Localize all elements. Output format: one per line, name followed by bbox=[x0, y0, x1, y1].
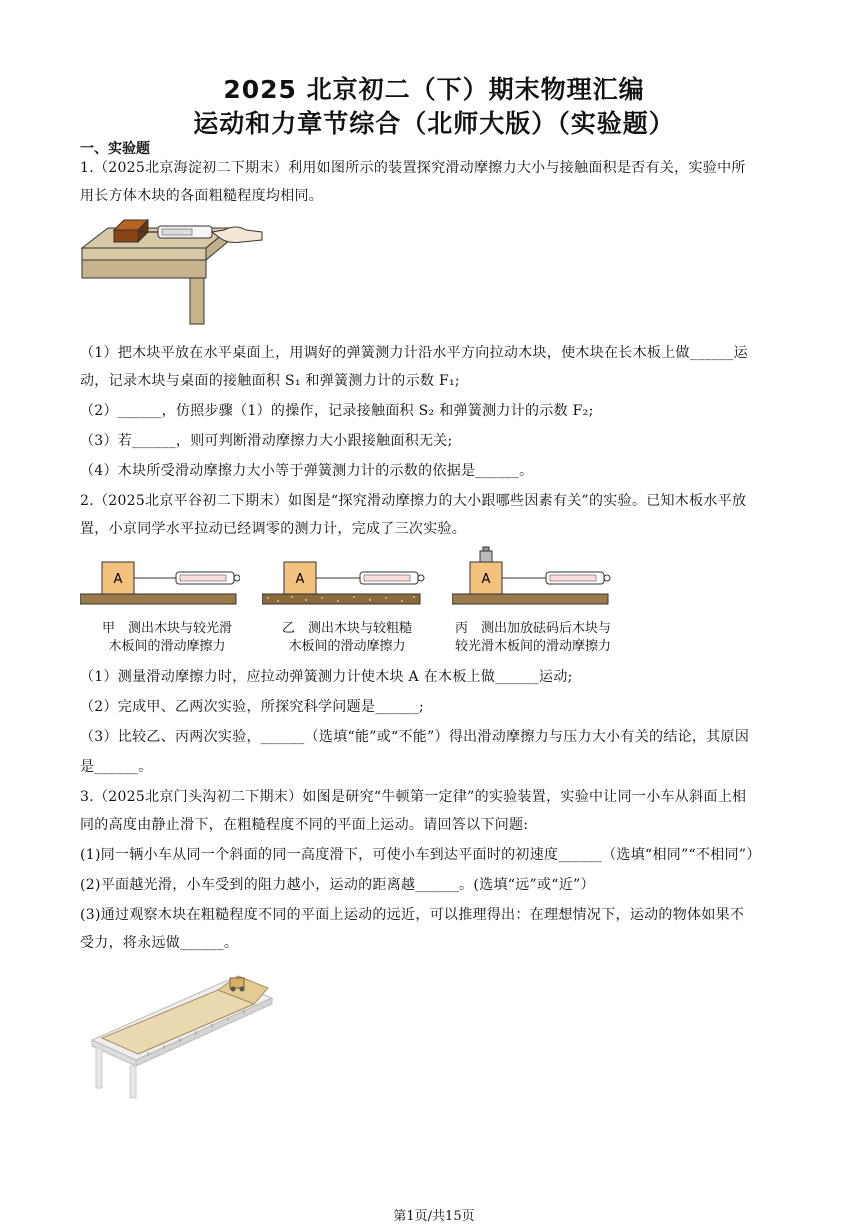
q1-part3: （3）若______，则可判断滑动摩擦力大小跟接触面积无关; bbox=[80, 433, 453, 449]
q2-part1: （1）测量滑动摩擦力时，应拉动弹簧测力计使木块 A 在木板上做______运动; bbox=[80, 669, 573, 685]
page-footer: 第1页/共15页 bbox=[393, 1209, 475, 1224]
q2-figure-c bbox=[452, 542, 612, 606]
q1-stem-line2: 用长方体木块的各面粗糙程度均相同。 bbox=[80, 188, 324, 204]
q1-stem-line1: 1.（2025北京海淀初二下期末）利用如图所示的装置探究滑动摩擦力大小与接触面积是否有关，实验中所 bbox=[80, 160, 746, 176]
block-a-label: A bbox=[481, 572, 491, 587]
q3-stem-line1: 3.（2025北京门头沟初二下期末）如图是研究“牛顿第一定律”的实验装置，实验中让同一小车从斜面上相 bbox=[80, 789, 747, 805]
q1-figure-table-block-spring-scale bbox=[78, 210, 268, 330]
q2-part3-line2: 是______。 bbox=[80, 759, 153, 775]
block-a-label: A bbox=[295, 572, 305, 587]
q2-part3-line1: （3）比较乙、丙两次实验，______（选填“能”或“不能”）得出滑动摩擦力与压力大小有关的结论，其原因 bbox=[80, 729, 750, 745]
q2-stem-line1: 2.（2025北京平谷初二下期末）如图是“探究滑动摩擦力的大小跟哪些因素有关”的实验。已知木板水平放 bbox=[80, 493, 747, 509]
q1-part1-line2: 动，记录木块与桌面的接触面积 S₁ 和弹簧测力计的示数 F₁; bbox=[80, 373, 460, 389]
q3-part3-line2: 受力，将永远做______。 bbox=[80, 935, 239, 951]
q2-figure-a bbox=[80, 558, 240, 606]
q1-part1-line1: （1）把木块平放在水平桌面上，用调好的弹簧测力计沿水平方向拉动木块，使木块在长木板上做______运 bbox=[80, 345, 748, 361]
q2-caption-b: 乙 测出木块与较粗糙 木板间的滑动摩擦力 bbox=[281, 621, 412, 654]
q3-figure-incline-track bbox=[78, 968, 278, 1104]
block-a-label: A bbox=[113, 572, 123, 587]
q3-part3-line1: (3)通过观察木块在粗糙程度不同的平面上运动的远近，可以推理得出：在理想情况下，运动的物体如果不 bbox=[80, 907, 745, 923]
q2-caption-c: 丙 测出加放砝码后木块与 较光滑木板间的滑动摩擦力 bbox=[454, 621, 611, 654]
q1-part2: （2）______，仿照步骤（1）的操作，记录接触面积 S₂ 和弹簧测力计的示数 F₂; bbox=[80, 403, 594, 419]
q2-caption-a: 甲 测出木块与较光滑 木板间的滑动摩擦力 bbox=[101, 621, 232, 654]
q3-part1: (1)同一辆小车从同一个斜面的同一高度滑下，可使小车到达平面时的初速度______（选填“相同”“不相同”） bbox=[80, 847, 761, 863]
q1-part4: （4）木块所受滑动摩擦力大小等于弹簧测力计的示数的依据是______。 bbox=[80, 463, 534, 479]
page-title-line2: 运动和力章节综合（北师大版）（实验题） bbox=[193, 109, 675, 138]
q2-figure-b bbox=[262, 558, 426, 606]
page-title-line1: 2025 北京初二（下）期末物理汇编 bbox=[223, 75, 645, 104]
q2-part2: （2）完成甲、乙两次实验，所探究科学问题是______; bbox=[80, 699, 425, 715]
q3-part2: (2)平面越光滑，小车受到的阻力越小，运动的距离越______。(选填“远”或“近”） bbox=[80, 877, 595, 893]
q2-stem-line2: 置，小京同学水平拉动已经调零的测力计，完成了三次实验。 bbox=[80, 521, 467, 537]
section-heading: 一、实验题 bbox=[80, 141, 150, 157]
q3-stem-line2: 同的高度由静止滑下，在粗糙程度不同的平面上运动。请回答以下问题: bbox=[80, 817, 529, 833]
